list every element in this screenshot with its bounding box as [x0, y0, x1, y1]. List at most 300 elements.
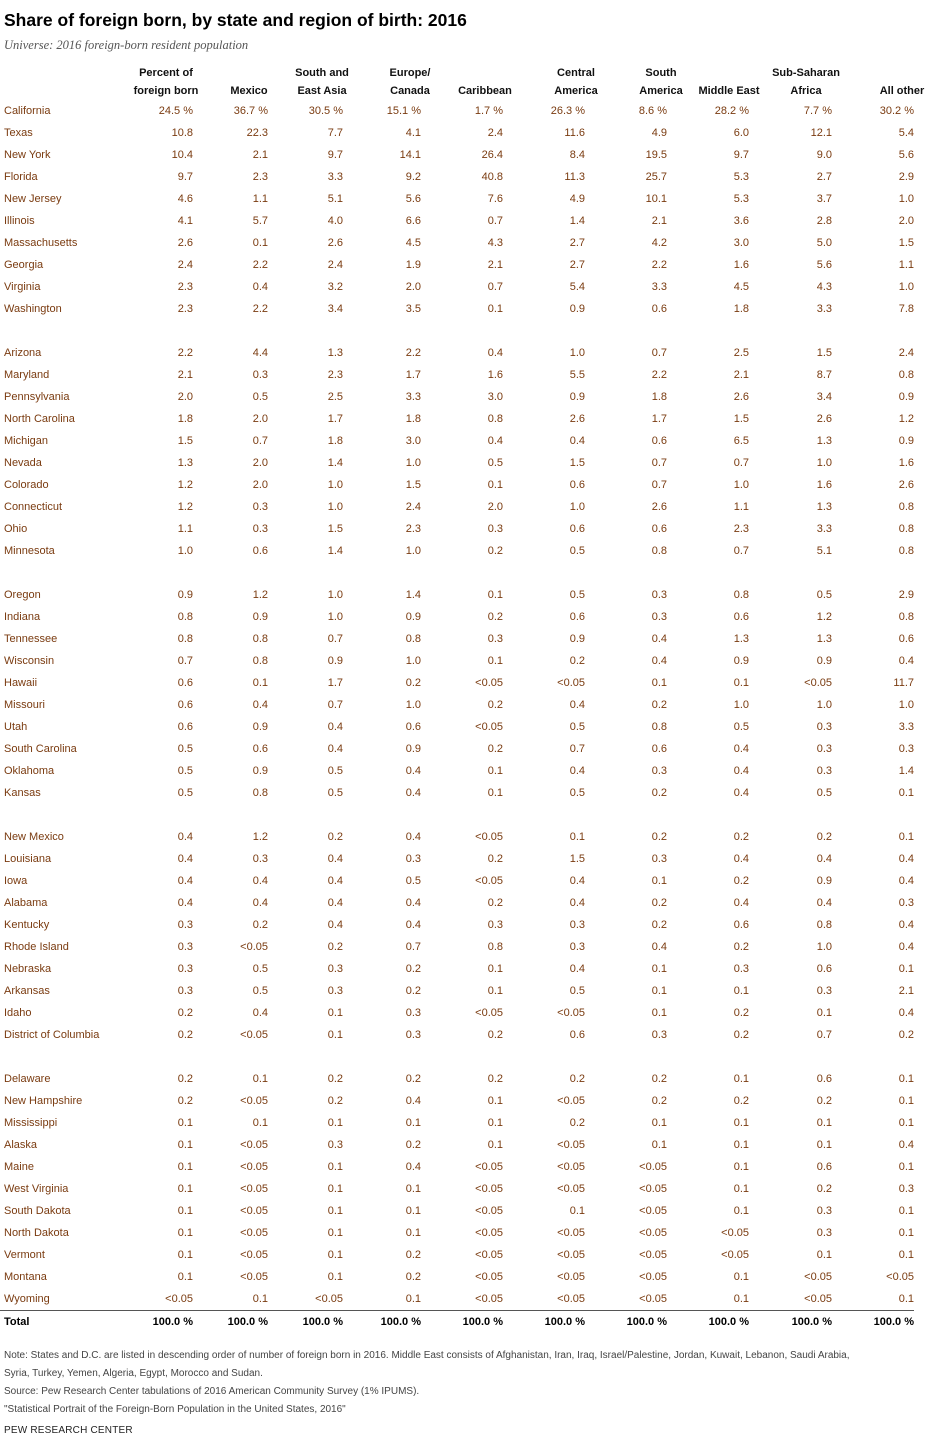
page-subtitle: Universe: 2016 foreign-born resident population — [4, 38, 249, 52]
value-cell: <0.05 — [240, 1139, 268, 1151]
value-cell: 4.1 — [405, 127, 421, 139]
value-cell: 0.9 — [569, 633, 585, 645]
value-cell: 0.8 — [487, 941, 503, 953]
value-cell: 0.6 — [651, 303, 667, 315]
value-cell: 1.4 — [898, 765, 914, 777]
value-cell: 30.2 % — [879, 105, 914, 117]
value-cell: 1.5 — [569, 853, 585, 865]
value-cell: 5.3 — [733, 171, 749, 183]
table-row — [0, 738, 914, 760]
value-cell: 0.2 — [733, 875, 749, 887]
value-cell: 0.4 — [177, 875, 193, 887]
table-row — [0, 1156, 914, 1178]
column-header-line2: Canada — [390, 85, 430, 97]
value-cell: 1.7 — [327, 677, 343, 689]
value-cell: 0.5 — [177, 765, 193, 777]
value-cell: 0.3 — [816, 721, 832, 733]
value-cell: 0.4 — [405, 765, 421, 777]
state-name: Kansas — [4, 787, 41, 799]
value-cell: 100.0 % — [667, 1311, 749, 1334]
value-cell: 0.8 — [177, 633, 193, 645]
value-cell: 0.1 — [733, 1271, 749, 1283]
value-cell: 1.0 — [569, 501, 585, 513]
value-cell: 0.3 — [177, 919, 193, 931]
value-cell: 0.5 — [569, 985, 585, 997]
value-cell: 2.3 — [177, 303, 193, 315]
table-row — [0, 1002, 914, 1024]
value-cell: 1.1 — [733, 501, 749, 513]
value-cell: <0.05 — [557, 677, 585, 689]
value-cell: 0.7 — [651, 347, 667, 359]
column-header-line2: America — [554, 85, 598, 97]
table-row — [0, 1068, 914, 1090]
value-cell: 2.6 — [651, 501, 667, 513]
value-cell: 0.9 — [569, 391, 585, 403]
value-cell: 0.2 — [487, 545, 503, 557]
value-cell: 0.9 — [327, 655, 343, 667]
column-header — [872, 64, 927, 100]
state-name: Indiana — [4, 611, 41, 623]
value-cell: 0.4 — [569, 765, 585, 777]
value-cell: 0.5 — [569, 787, 585, 799]
state-name: Texas — [4, 127, 33, 139]
column-header-line2: America — [639, 85, 683, 97]
value-cell: 0.4 — [327, 919, 343, 931]
group-spacer — [0, 320, 914, 342]
value-cell: <0.05 — [475, 1161, 503, 1173]
value-cell: 0.1 — [651, 1139, 667, 1151]
value-cell: 0.3 — [651, 611, 667, 623]
value-cell: 4.5 — [405, 237, 421, 249]
value-cell: 0.8 — [898, 523, 914, 535]
value-cell: 0.1 — [327, 1161, 343, 1173]
value-cell: 1.3 — [816, 501, 832, 513]
value-cell: 6.6 — [405, 215, 421, 227]
value-cell: 1.6 — [898, 457, 914, 469]
state-name: California — [4, 105, 51, 117]
value-cell: 0.1 — [252, 1117, 268, 1129]
value-cell: 0.4 — [816, 853, 832, 865]
value-cell: 0.1 — [487, 985, 503, 997]
table-row — [0, 848, 914, 870]
value-cell: 0.1 — [177, 1227, 193, 1239]
value-cell: 0.3 — [569, 919, 585, 931]
data-table — [0, 100, 914, 1333]
value-cell: <0.05 — [557, 1249, 585, 1261]
value-cell: 0.4 — [405, 787, 421, 799]
value-cell: 0.6 — [816, 963, 832, 975]
state-name: Rhode Island — [4, 941, 69, 953]
value-cell: 0.3 — [816, 765, 832, 777]
value-cell: 3.2 — [327, 281, 343, 293]
value-cell: 1.8 — [327, 435, 343, 447]
value-cell: 0.1 — [487, 1139, 503, 1151]
value-cell: 0.8 — [252, 787, 268, 799]
value-cell: 1.1 — [252, 193, 268, 205]
value-cell: 1.0 — [898, 281, 914, 293]
value-cell: 0.1 — [733, 677, 749, 689]
value-cell: 1.0 — [327, 479, 343, 491]
value-cell: 0.2 — [405, 1271, 421, 1283]
value-cell: 0.3 — [487, 633, 503, 645]
value-cell: 2.6 — [733, 391, 749, 403]
value-cell: 1.4 — [405, 589, 421, 601]
value-cell: 1.6 — [733, 259, 749, 271]
group-spacer — [0, 804, 914, 826]
state-name: Iowa — [4, 875, 28, 887]
table-row — [0, 496, 914, 518]
value-cell: 0.2 — [405, 677, 421, 689]
value-cell: 0.4 — [327, 721, 343, 733]
value-cell: 0.3 — [733, 963, 749, 975]
value-cell: 1.7 % — [474, 105, 503, 117]
value-cell: <0.05 — [475, 1205, 503, 1217]
value-cell: 25.7 — [645, 171, 667, 183]
value-cell: <0.05 — [240, 1271, 268, 1283]
table-row — [0, 1112, 914, 1134]
value-cell: 2.5 — [327, 391, 343, 403]
table-row — [0, 386, 914, 408]
value-cell: 0.2 — [487, 897, 503, 909]
column-header-line2: foreign born — [133, 85, 199, 97]
value-cell: 0.8 — [733, 589, 749, 601]
value-cell: 0.9 — [177, 589, 193, 601]
value-cell: 9.2 — [405, 171, 421, 183]
value-cell: 0.5 — [816, 589, 832, 601]
value-cell: <0.05 — [557, 1183, 585, 1195]
value-cell: 3.6 — [733, 215, 749, 227]
value-cell: 0.1 — [177, 1271, 193, 1283]
value-cell: 0.1 — [651, 875, 667, 887]
value-cell: 0.4 — [487, 347, 503, 359]
value-cell: 0.4 — [569, 897, 585, 909]
value-cell: 1.7 — [327, 413, 343, 425]
value-cell: 0.1 — [405, 1227, 421, 1239]
value-cell: 0.9 — [569, 303, 585, 315]
state-name: Michigan — [4, 435, 49, 447]
state-name: Louisiana — [4, 853, 52, 865]
table-row — [0, 1090, 914, 1112]
value-cell: 0.1 — [327, 1117, 343, 1129]
value-cell: 2.1 — [898, 985, 914, 997]
value-cell: <0.05 — [240, 1183, 268, 1195]
value-cell: 0.4 — [898, 1139, 914, 1151]
column-header — [626, 64, 696, 100]
table-row — [0, 276, 914, 298]
column-header-line1: South — [645, 67, 677, 79]
value-cell: 0.4 — [177, 853, 193, 865]
value-cell: 0.6 — [816, 1161, 832, 1173]
value-cell: 0.5 — [177, 787, 193, 799]
value-cell: 0.8 — [487, 413, 503, 425]
table-row — [0, 826, 914, 848]
value-cell: <0.05 — [557, 1293, 585, 1305]
value-cell: 0.1 — [177, 1161, 193, 1173]
value-cell: 0.1 — [898, 1117, 914, 1129]
value-cell: 0.4 — [898, 919, 914, 931]
value-cell: 0.6 — [733, 919, 749, 931]
value-cell: 0.1 — [898, 1161, 914, 1173]
state-name: Wisconsin — [4, 655, 55, 667]
value-cell: 0.2 — [651, 919, 667, 931]
value-cell: <0.05 — [315, 1293, 343, 1305]
value-cell: 0.2 — [327, 1095, 343, 1107]
value-cell: 0.1 — [898, 1249, 914, 1261]
value-cell: 2.0 — [252, 457, 268, 469]
value-cell: 2.4 — [898, 347, 914, 359]
value-cell: 0.2 — [733, 1095, 749, 1107]
value-cell: 1.0 — [898, 699, 914, 711]
value-cell: 0.6 — [252, 545, 268, 557]
value-cell: 100.0 % — [503, 1311, 585, 1334]
value-cell: 1.5 — [569, 457, 585, 469]
state-name: Washington — [4, 303, 62, 315]
value-cell: 0.7 — [651, 457, 667, 469]
value-cell: 2.6 — [816, 413, 832, 425]
table-row — [0, 936, 914, 958]
value-cell: 24.5 % — [158, 105, 193, 117]
value-cell: 0.1 — [327, 1249, 343, 1261]
value-cell: 0.3 — [177, 963, 193, 975]
value-cell: 0.2 — [816, 831, 832, 843]
value-cell: 0.3 — [487, 523, 503, 535]
value-cell: 0.1 — [487, 303, 503, 315]
state-name: Missouri — [4, 699, 45, 711]
value-cell: 0.6 — [651, 435, 667, 447]
value-cell: 0.1 — [405, 1205, 421, 1217]
value-cell: 3.4 — [816, 391, 832, 403]
column-header — [214, 64, 284, 100]
table-row — [0, 694, 914, 716]
value-cell: 0.3 — [898, 743, 914, 755]
value-cell: <0.05 — [721, 1249, 749, 1261]
value-cell: 0.4 — [569, 963, 585, 975]
value-cell: <0.05 — [240, 941, 268, 953]
value-cell: 3.3 — [898, 721, 914, 733]
value-cell: 4.9 — [569, 193, 585, 205]
value-cell: 0.4 — [327, 743, 343, 755]
value-cell: 2.1 — [733, 369, 749, 381]
value-cell: 1.0 — [177, 545, 193, 557]
value-cell: <0.05 — [557, 1227, 585, 1239]
value-cell: 0.6 — [177, 699, 193, 711]
state-name: Connecticut — [4, 501, 63, 513]
value-cell: 3.4 — [327, 303, 343, 315]
state-name: West Virginia — [4, 1183, 69, 1195]
report-title-line: "Statistical Portrait of the Foreign-Born Population in the United States, 2016" — [4, 1404, 346, 1415]
state-name: New Hampshire — [4, 1095, 83, 1107]
note-line: Syria, Turkey, Yemen, Algeria, Egypt, Morocco and Sudan. — [4, 1368, 263, 1379]
state-name: Delaware — [4, 1073, 51, 1085]
state-name: Montana — [4, 1271, 47, 1283]
value-cell: 0.3 — [405, 853, 421, 865]
value-cell: 0.2 — [569, 655, 585, 667]
value-cell: 0.4 — [733, 765, 749, 777]
value-cell: 0.4 — [651, 633, 667, 645]
value-cell: 1.1 — [898, 259, 914, 271]
value-cell: 5.6 — [898, 149, 914, 161]
value-cell: 0.1 — [816, 1007, 832, 1019]
value-cell: 4.9 — [651, 127, 667, 139]
value-cell: 1.8 — [733, 303, 749, 315]
value-cell: <0.05 — [475, 875, 503, 887]
value-cell: 11.6 — [564, 127, 585, 139]
table-row — [0, 188, 914, 210]
value-cell: 0.1 — [252, 677, 268, 689]
value-cell: 0.1 — [405, 1117, 421, 1129]
value-cell: 2.3 — [733, 523, 749, 535]
value-cell: 0.9 — [816, 655, 832, 667]
value-cell: 4.0 — [327, 215, 343, 227]
value-cell: 0.1 — [177, 1249, 193, 1261]
value-cell: <0.05 — [240, 1227, 268, 1239]
column-header — [445, 64, 525, 100]
value-cell: 1.2 — [177, 479, 193, 491]
value-cell: 7.6 — [487, 193, 503, 205]
value-cell: 1.6 — [816, 479, 832, 491]
value-cell: 1.8 — [177, 413, 193, 425]
value-cell: 0.9 — [733, 655, 749, 667]
value-cell: 1.8 — [651, 391, 667, 403]
value-cell: 0.6 — [252, 743, 268, 755]
column-header-line1 — [445, 64, 525, 82]
value-cell: 0.6 — [177, 677, 193, 689]
state-name: Kentucky — [4, 919, 50, 931]
value-cell: 8.6 % — [638, 105, 667, 117]
value-cell: 26.3 % — [550, 105, 585, 117]
table-row — [0, 408, 914, 430]
value-cell: 0.2 — [487, 1073, 503, 1085]
value-cell: 1.0 — [733, 699, 749, 711]
state-name: Mississippi — [4, 1117, 58, 1129]
value-cell: 0.1 — [252, 237, 268, 249]
value-cell: 0.4 — [816, 897, 832, 909]
column-header-line1 — [689, 64, 769, 82]
value-cell: 0.1 — [487, 589, 503, 601]
value-cell: 4.4 — [252, 347, 268, 359]
value-cell: 0.2 — [327, 941, 343, 953]
table-row — [0, 474, 914, 496]
value-cell: 1.0 — [405, 699, 421, 711]
value-cell: 2.4 — [487, 127, 503, 139]
value-cell: 0.3 — [405, 1007, 421, 1019]
value-cell: 0.1 — [405, 1183, 421, 1195]
table-row — [0, 716, 914, 738]
column-header-line2: East Asia — [297, 85, 347, 97]
value-cell: 2.9 — [898, 171, 914, 183]
value-cell: 2.1 — [177, 369, 193, 381]
value-cell: 8.7 — [816, 369, 832, 381]
table-row — [0, 232, 914, 254]
value-cell: <0.05 — [557, 1007, 585, 1019]
table-row — [0, 760, 914, 782]
value-cell: 30.5 % — [308, 105, 343, 117]
value-cell: 0.6 — [569, 479, 585, 491]
value-cell: 2.8 — [816, 215, 832, 227]
value-cell: 1.4 — [569, 215, 585, 227]
value-cell: 3.3 — [327, 171, 343, 183]
value-cell: 12.1 — [810, 127, 832, 139]
value-cell: 0.1 — [487, 787, 503, 799]
state-name: Nebraska — [4, 963, 52, 975]
value-cell: <0.05 — [475, 1249, 503, 1261]
value-cell: 0.3 — [816, 1205, 832, 1217]
value-cell: 100.0 % — [832, 1311, 914, 1334]
value-cell: <0.05 — [165, 1293, 193, 1305]
value-cell: 0.1 — [651, 1007, 667, 1019]
state-name: Georgia — [4, 259, 44, 271]
value-cell: 0.9 — [816, 875, 832, 887]
column-header-line2: Mexico — [230, 85, 268, 97]
value-cell: 0.6 — [898, 633, 914, 645]
value-cell: 0.2 — [733, 831, 749, 843]
value-cell: <0.05 — [475, 1007, 503, 1019]
value-cell: 0.1 — [327, 1029, 343, 1041]
value-cell: 0.2 — [569, 1073, 585, 1085]
value-cell: 0.1 — [327, 1205, 343, 1217]
value-cell: 0.9 — [252, 721, 268, 733]
value-cell: 3.3 — [816, 303, 832, 315]
value-cell: 0.2 — [651, 831, 667, 843]
value-cell: 3.0 — [487, 391, 503, 403]
value-cell: <0.05 — [240, 1029, 268, 1041]
value-cell: 3.0 — [405, 435, 421, 447]
state-name: Ohio — [4, 523, 28, 535]
value-cell: 0.4 — [733, 897, 749, 909]
value-cell: 1.2 — [252, 831, 268, 843]
value-cell: 8.4 — [569, 149, 585, 161]
value-cell: 1.7 — [405, 369, 421, 381]
value-cell: 1.3 — [177, 457, 193, 469]
value-cell: 0.1 — [898, 1293, 914, 1305]
table-row — [0, 1288, 914, 1311]
value-cell: 0.5 — [252, 985, 268, 997]
value-cell: 3.5 — [405, 303, 421, 315]
value-cell: 0.2 — [252, 919, 268, 931]
value-cell: 0.2 — [487, 743, 503, 755]
value-cell: 0.1 — [733, 1183, 749, 1195]
value-cell: 2.6 — [898, 479, 914, 491]
value-cell: 2.2 — [651, 369, 667, 381]
value-cell: 4.2 — [651, 237, 667, 249]
value-cell: <0.05 — [475, 1293, 503, 1305]
value-cell: 0.2 — [177, 1007, 193, 1019]
value-cell: 9.0 — [816, 149, 832, 161]
value-cell: 0.1 — [177, 1205, 193, 1217]
total-label: Total — [0, 1311, 118, 1334]
value-cell: 36.7 % — [233, 105, 268, 117]
table-row — [0, 782, 914, 804]
value-cell: 0.1 — [898, 1227, 914, 1239]
value-cell: 0.1 — [405, 1293, 421, 1305]
value-cell: 0.3 — [898, 1183, 914, 1195]
value-cell: 0.4 — [898, 655, 914, 667]
value-cell: 0.3 — [651, 853, 667, 865]
state-name: New York — [4, 149, 51, 161]
value-cell: 0.6 — [733, 611, 749, 623]
table-row — [0, 958, 914, 980]
value-cell: 0.4 — [405, 1095, 421, 1107]
value-cell: 22.3 — [246, 127, 268, 139]
state-name: Virginia — [4, 281, 41, 293]
value-cell: 0.3 — [651, 765, 667, 777]
value-cell: 2.2 — [651, 259, 667, 271]
state-name: Maryland — [4, 369, 50, 381]
value-cell: 3.3 — [405, 391, 421, 403]
value-cell: 0.6 — [177, 721, 193, 733]
value-cell: 0.4 — [898, 1007, 914, 1019]
state-name: Pennsylvania — [4, 391, 70, 403]
